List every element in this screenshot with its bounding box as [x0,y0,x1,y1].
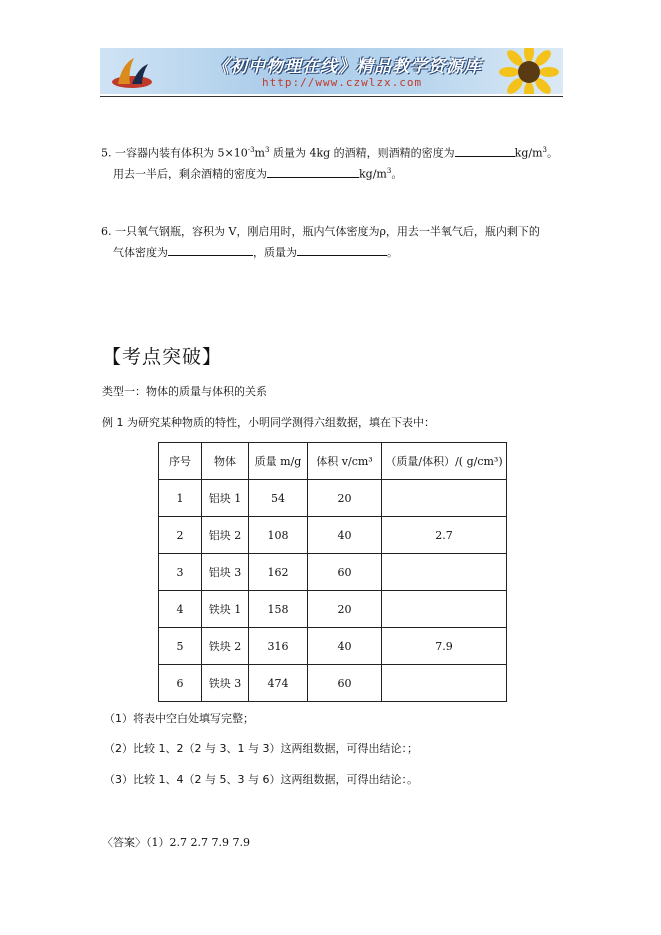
table-cell: 40 [308,517,382,554]
table-cell[interactable] [382,480,507,517]
banner-title: 《初中物理在线》精品教学资源库 [212,57,482,77]
sub-question-2: （2）比较 1、2（2 与 3、1 与 3）这两组数据，可得出结论：； [104,742,418,755]
punctuation: 。 [391,167,403,181]
table-cell[interactable] [382,591,507,628]
table-cell[interactable] [382,665,507,702]
question-5-line-1 [101,143,558,161]
answer-blank[interactable] [168,245,253,256]
table-row [159,554,507,591]
exponent: 3 [386,167,392,175]
table-cell: 40 [308,628,382,665]
table-cell: 1 [159,480,202,517]
table-header: 体积 v/cm³ [308,443,382,480]
table-cell[interactable] [382,554,507,591]
sub-question-3: （3）比较 1、4（2 与 5、3 与 6）这两组数据，可得出结论：。 [104,773,418,786]
table-header: 物体 [202,443,249,480]
q6-text: ，质量为 [253,246,297,259]
punctuation: 。 [546,146,558,160]
example-intro: 例 1 为研究某种物质的特性，小明同学测得六组数据，填在下表中： [102,416,435,429]
table-cell: 60 [308,665,382,702]
question-6-line-1 [101,225,540,239]
answer-blank[interactable] [267,167,359,178]
sub-question-1: （1）将表中空白处填写完整； [104,712,254,725]
table-cell: 铁块 3 [202,665,249,702]
exponent: 3 [264,146,270,154]
q5-text: 一容器内装有体积为 5×10 [115,146,248,160]
table-cell: 2 [159,517,202,554]
question-6-line-2 [113,245,398,260]
table-row [159,665,507,702]
section-heading: 【考点突破】 [102,346,223,368]
table-cell: 铝块 2 [202,517,249,554]
q6-text: 气体密度为 [113,246,168,259]
table-row [159,591,507,628]
banner-url: http://www.czwlzx.com [262,76,423,89]
table-cell: 20 [308,480,382,517]
table-cell: 158 [249,591,308,628]
answer-blank[interactable] [455,146,515,157]
table-cell: 铁块 2 [202,628,249,665]
table-cell: 5 [159,628,202,665]
table-cell: 54 [249,480,308,517]
punctuation: 。 [387,246,398,259]
type-label: 类型一：物体的质量与体积的关系 [102,385,267,398]
table-cell: 6 [159,665,202,702]
data-table [158,442,507,702]
header-banner [100,48,563,94]
table-cell: 60 [308,554,382,591]
table-cell: 316 [249,628,308,665]
q5-unit-m: m [254,146,265,160]
table-cell: 3 [159,554,202,591]
table-header: 质量 m/g [249,443,308,480]
table-cell: 20 [308,591,382,628]
table-cell: 铁块 1 [202,591,249,628]
q6-text: 一只氧气钢瓶，容积为 V，刚启用时，瓶内气体密度为ρ，用去一半氧气后，瓶内剩下的 [115,225,540,238]
question-5-line-2 [113,164,402,182]
unit-label: kg/m [514,146,543,160]
question-number: 5. [101,146,112,160]
exponent: 3 [542,146,547,154]
table-cell: 2.7 [382,517,507,554]
table-cell: 7.9 [382,628,507,665]
table-row [159,628,507,665]
table-row [159,517,507,554]
header-divider [100,96,563,97]
table-cell: 474 [249,665,308,702]
table-header-row [159,443,507,480]
q5-text: 用去一半后，剩余酒精的密度为 [113,167,267,181]
sunflower-icon [499,48,559,94]
table-cell: 4 [159,591,202,628]
logo-icon [108,54,154,90]
table-cell: 铝块 1 [202,480,249,517]
q5-text: 质量为 4kg 的酒精，则酒精的密度为 [269,146,455,160]
table-cell: 108 [249,517,308,554]
table-header: 序号 [159,443,202,480]
answer-blank[interactable] [297,245,387,256]
exponent: -3 [247,146,255,154]
table-row [159,480,507,517]
unit-label: kg/m [359,167,387,181]
table-cell: 162 [249,554,308,591]
table-header: （质量/体积）/( g/cm³) [382,443,507,480]
answer-line: 〈答案〉（1）2.7 2.7 7.9 7.9 [102,836,250,849]
question-number: 6. [101,225,112,238]
table-cell: 铝块 3 [202,554,249,591]
